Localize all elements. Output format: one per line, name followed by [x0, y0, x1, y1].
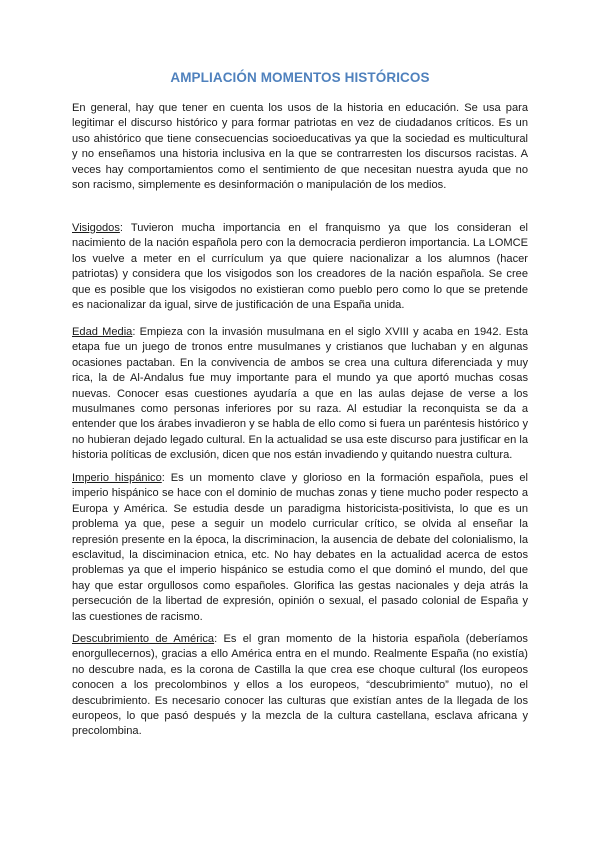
intro-paragraph: En general, hay que tener en cuenta los usos de la historia en educación. Se usa para legitimar el discurso histórico y para formar patriotas en vez de ciudadanos críticos. Es un uso ahistórico que tiene consecuencias socioeducativas ya que la sociedad es multicultural y no enseñamos una historia inclusiva en la que se contrarresten los discursos racistas. A veces hay comportamientos como el sentimiento de que necesitan nuestra ayuda que no son racismo, simplemente es desinformación o manipulación de los medios.	[72, 102, 528, 192]
document-title: AMPLIACIÓN MOMENTOS HISTÓRICOS	[170, 70, 430, 85]
section-body-visigodos: : Tuvieron mucha importancia en el franquismo ya que los consideran el nacimiento de la nación española pero con la democracia perdieron importancia. La LOMCE los vuelve a meter en el currículum ya que quiere nacionalizar a los alumnos (hacer patriotas) y considera que los visigodos son los creadores de la nación española. Se cree que es posible que los visigodos no existieran como pueblo pero como lo que se pretende es nacionalizar da igual, sirve de justificación de una España unida.	[72, 222, 528, 312]
section-heading-imperio-hispanico: Imperio hispánico	[72, 472, 162, 484]
section-heading-edad-media: Edad Media	[72, 326, 133, 338]
section-heading-descubrimiento-america: Descubrimiento de América	[72, 633, 215, 645]
section-imperio-hispanico	[72, 471, 528, 625]
section-edad-media	[72, 325, 528, 464]
section-visigodos	[72, 221, 528, 313]
section-heading-visigodos: Visigodos	[72, 222, 120, 234]
section-body-edad-media: : Empieza con la invasión musulmana en el siglo XVIII y acaba en 1942. Esta etapa fue un juego de tronos entre musulmanes y cristianos que luchaban y en algunas ocasiones pactaban. En la convivencia de ambos se crea una cultura diferenciada y muy rica, la de Al-Andalus fue muy importante para el mundo ya que aportó muchas cosas nuevas. Conocer esas cuestiones ayudaría a que en las aulas dejase de verse a los musulmanes como personas inferiores por su raza. Al estudiar la reconquista se da a entender que los árabes invadieron y se habla de ello como si fuera un paréntesis histórico y no hubieran dejado legado cultural. En la actualidad se usa este discurso para justificar en la historia políticas de exclusión, dicen que nos están invadiendo y quitando nuestra cultura.	[72, 326, 528, 462]
section-descubrimiento-america	[72, 632, 528, 740]
section-body-imperio-hispanico: : Es un momento clave y glorioso en la formación española, pues el imperio hispánico se hace con el dominio de muchas zonas y tiene mucho poder respecto a Europa y América. Se estudia desde un paradigma historicista-positivista, lo que es un problema ya que, pese a seguir un modelo curricular crítico, se olvida al enseñar la represión presente en la época, la discriminacion, la ausencia de debate del colonialismo, la esclavitud, la disciminacion etnica, etc. No hay debates en la actualidad acerca de estos problemas ya que el imperio hispánico se estudia como el que dominó el mundo, del que hay que estar orgullosos como españoles. Glorifica las gestas nacionales y deja atrás la persecución de la libertad de expresión, opinión o sexual, el pasado colonial de España y las cuestiones de racismo.	[72, 472, 528, 623]
section-body-descubrimiento-america: : Es el gran momento de la historia española (deberíamos enorgullecernos), gracias a ello América entra en el mundo. Realmente España (no existía) no descubre nada, es la corona de Castilla la que crea ese choque cultural (los europeos conocen a los precolombinos y ellos a los europeos, “descubrimiento” mutuo), no el descubrimiento. Es necesario conocer las culturas que existían antes de la llegada de los europeos, lo que pasó después y la mezcla de la cultura castellana, esclava africana y precolombina.	[72, 633, 528, 738]
